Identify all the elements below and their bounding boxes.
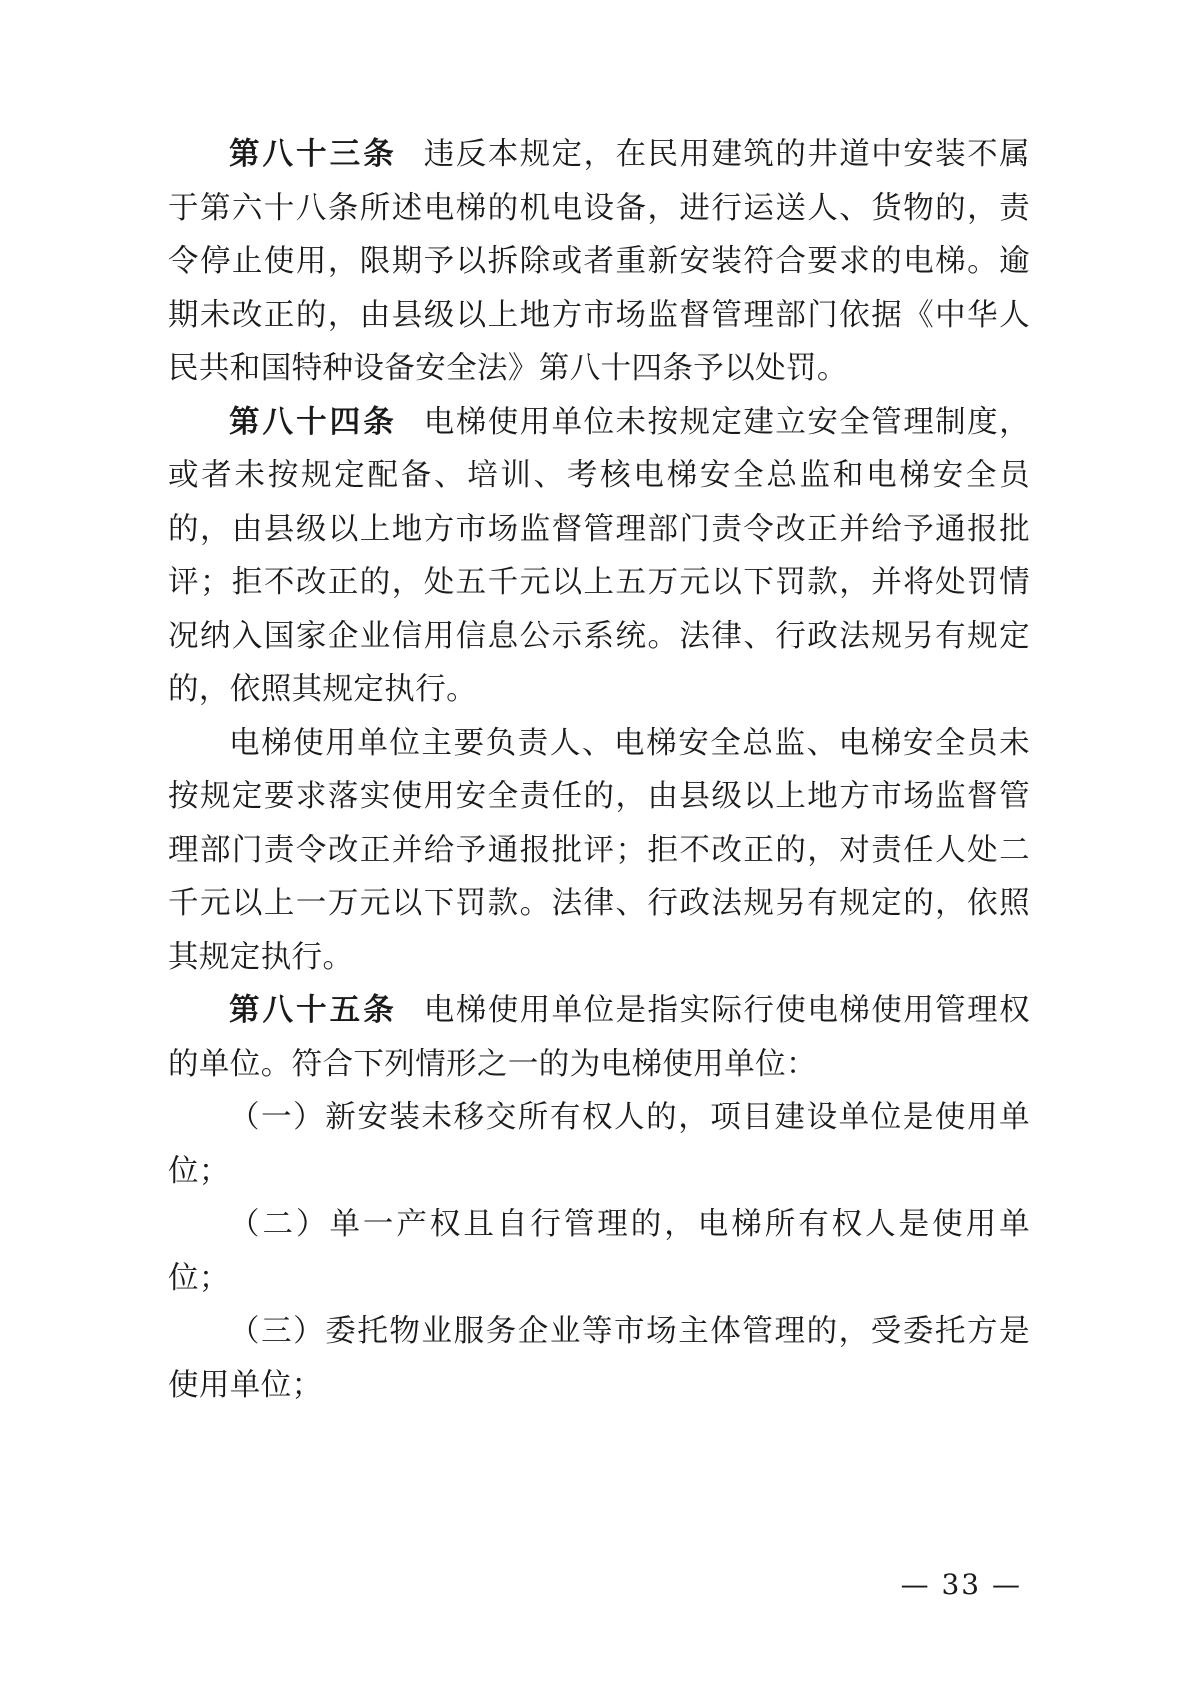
paragraph-item-2 (168, 1198, 1030, 1305)
item-text-1: （一）新安装未移交所有权人的，项目建设单位是使用单位； (168, 1100, 1030, 1189)
article-label-83: 第八十三条 (229, 136, 397, 172)
paragraph-article-83 (168, 128, 1030, 396)
paragraph-text-84-2: 电梯使用单位主要负责人、电梯安全总监、电梯安全员未按规定要求落实使用安全责任的，由县级以上地方市场监督管理部门责令改正并给予通报批评；拒不改正的，对责任人处二千元以上一万元以下罚款。法律、行政法规另有规定的，依照其规定执行。 (168, 725, 1030, 975)
item-text-3: （三）委托物业服务企业等市场主体管理的，受委托方是使用单位； (168, 1314, 1030, 1403)
paragraph-article-84 (168, 396, 1030, 717)
paragraph-article-84-clause-2 (168, 717, 1030, 985)
article-label-84: 第八十四条 (229, 403, 397, 440)
paragraph-text-84: 电梯使用单位未按规定建立安全管理制度，或者未按规定配备、培训、考核电梯安全总监和电梯安全员的，由县级以上地方市场监督管理部门责令改正并给予通报批评；拒不改正的，处五千元以上五万元以下罚款，并将处罚情况纳入国家企业信用信息公示系统。法律、行政法规另有规定的，依照其规定执行。 (168, 404, 1030, 707)
paragraph-item-1 (168, 1091, 1030, 1198)
paragraph-text-83: 违反本规定，在民用建筑的井道中安装不属于第六十八条所述电梯的机电设备，进行运送人、货物的，责令停止使用，限期予以拆除或者重新安装符合要求的电梯。逾期未改正的，由县级以上地方市场监督管理部门依据《中华人民共和国特种设备安全法》第八十四条予以处罚。 (168, 137, 1030, 386)
document-body (168, 128, 1030, 1412)
paragraph-article-85 (168, 984, 1030, 1091)
page-number: — 33 — (900, 1568, 1022, 1601)
paragraph-text-85: 电梯使用单位是指实际行使电梯使用管理权的单位。符合下列情形之一的为电梯使用单位： (168, 993, 1030, 1082)
article-label-85: 第八十五条 (229, 992, 397, 1028)
item-text-2: （二）单一产权且自行管理的，电梯所有权人是使用单位； (168, 1207, 1030, 1296)
paragraph-item-3 (168, 1305, 1030, 1412)
